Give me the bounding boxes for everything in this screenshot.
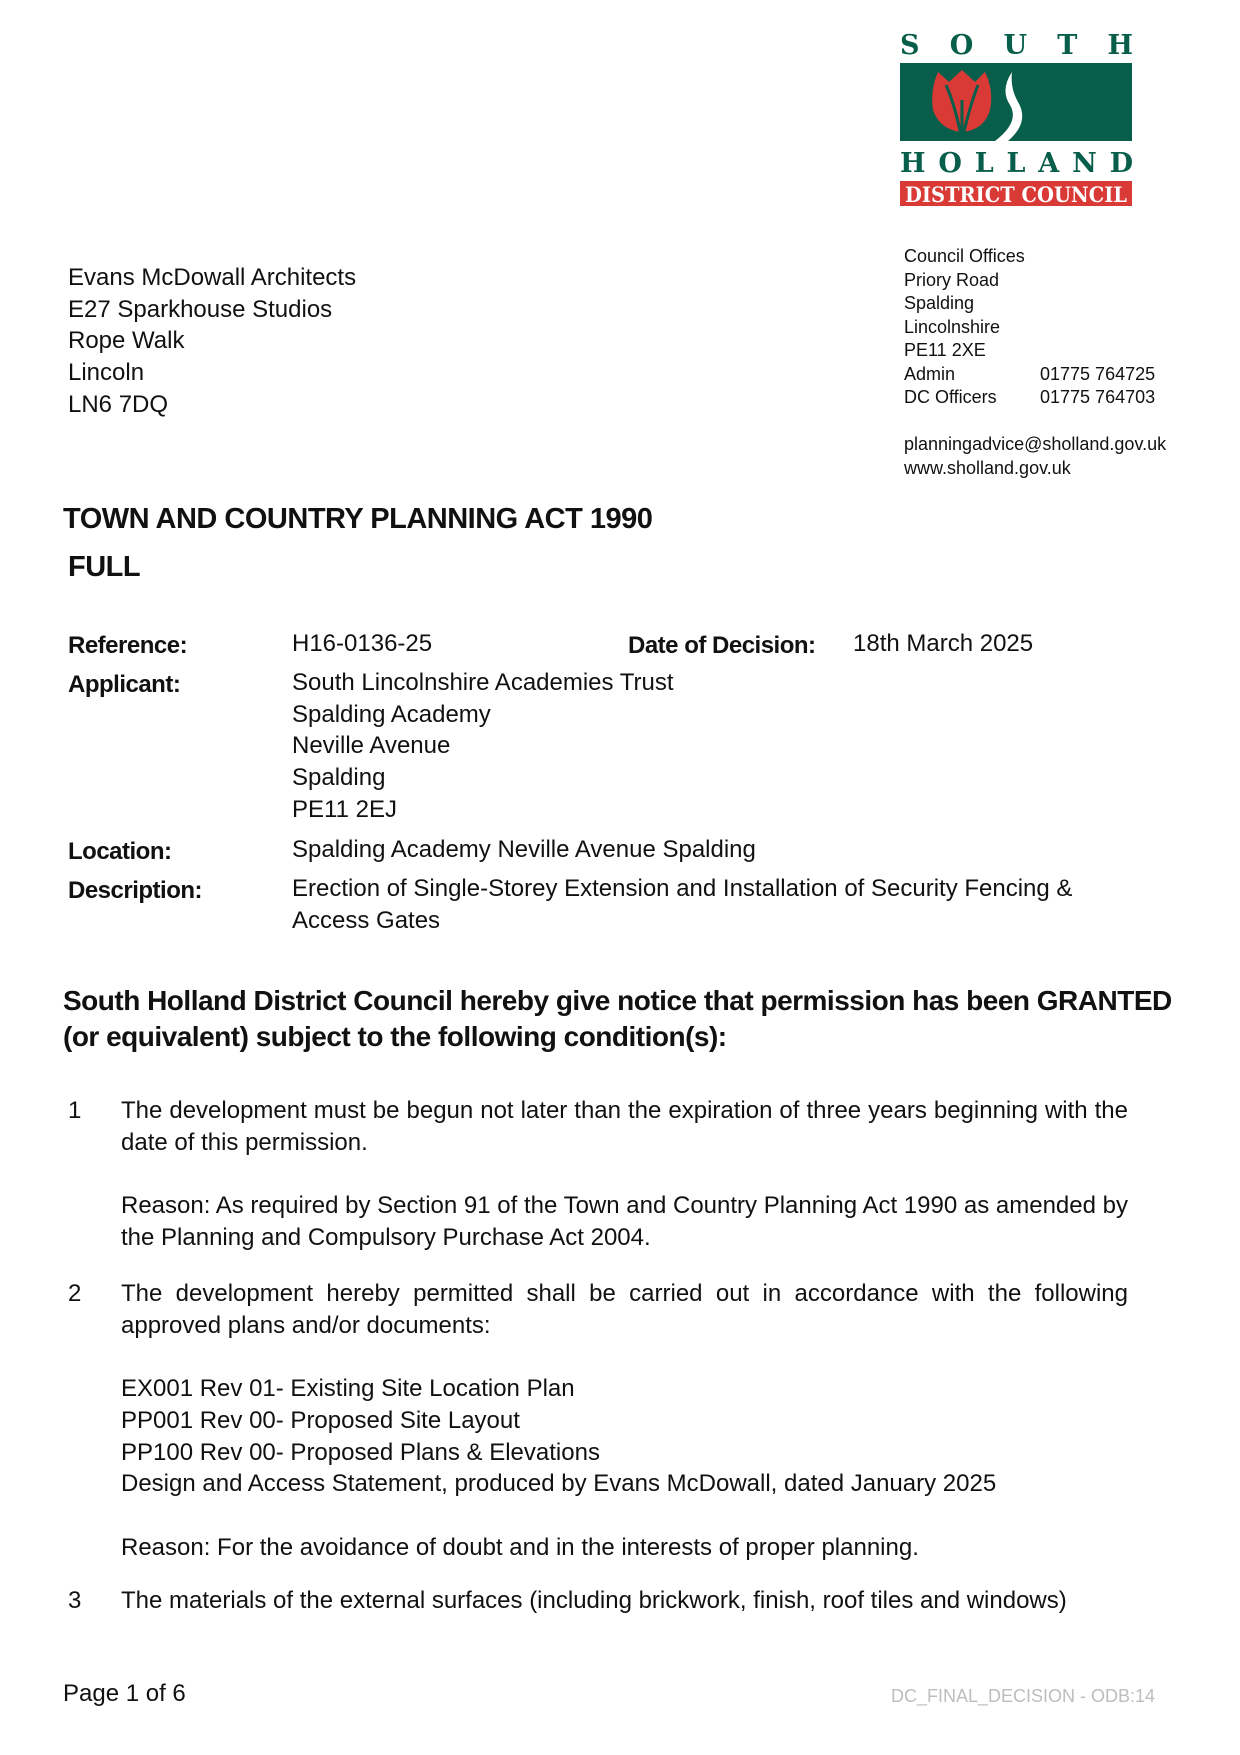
plan-item: EX001 Rev 01- Existing Site Location Plan	[121, 1375, 575, 1403]
approved-plans	[121, 1373, 1128, 1500]
recipient-address	[68, 262, 356, 421]
recipient-line: Lincoln	[68, 359, 145, 387]
email-link[interactable]: planningadvice@sholland.gov.uk	[904, 434, 1167, 454]
condition-3: 3 The materials of the external surfaces (including brickwork, finish, roof tiles and windows)	[68, 1585, 1128, 1648]
condition-reason: Reason: As required by Section 91 of the Town and Country Planning Act 1990 as amended by the Planning and Compulsory Purchase Act 2004.	[121, 1192, 1128, 1251]
plan-item: Design and Access Statement, produced by Evans McDowall, dated January 2025	[121, 1470, 997, 1498]
recipient-line: Rope Walk	[68, 327, 185, 355]
condition-2: 2 The development hereby permitted shall be carried out in accordance with the following approved plans and/or documents: EX001 Rev 01- Existing Site Location Plan PP001 Rev 00- Proposed Site Layout PP100 Rev 00- Proposed Plans & Elevations Design and Access Statement, produced by Evans McDowall, dated January 2025 Reason: For the avoidance of doubt and in the interests of proper planning.	[68, 1278, 1128, 1595]
location-label: Location:	[68, 838, 172, 865]
plan-item: PP001 Rev 00- Proposed Site Layout	[121, 1406, 520, 1434]
council-contact	[904, 245, 1166, 480]
office-line: Priory Road	[904, 269, 1000, 290]
condition-text: The materials of the external surfaces (including brickwork, finish, roof tiles and windows)	[121, 1587, 1067, 1614]
svg-text:DISTRICT COUNCIL: DISTRICT COUNCIL	[905, 182, 1128, 206]
office-line: Spalding	[904, 293, 975, 313]
plan-item: PP100 Rev 00- Proposed Plans & Elevations	[121, 1438, 600, 1466]
phone-admin: Admin 01775 764725	[904, 363, 1156, 384]
date-value: 18th March 2025	[853, 630, 1034, 657]
location-value: Spalding Academy Neville Avenue Spalding	[292, 836, 756, 863]
condition-text: The development must be begun not later than the expiration of three years beginning with the date of this permission.	[121, 1097, 1128, 1156]
date-label: Date of Decision:	[628, 632, 816, 659]
document-title: TOWN AND COUNTRY PLANNING ACT 1990	[63, 503, 653, 535]
svg-text:SOUTH: SOUTH	[900, 30, 1133, 61]
office-line: Council Offices	[904, 246, 1025, 266]
description-value: Erection of Single-Storey Extension and Installation of Security Fencing & Access Gates	[292, 875, 1073, 934]
reference-value: H16-0136-25	[292, 630, 433, 657]
office-line: PE11 2XE	[904, 340, 986, 360]
reference-label: Reference:	[68, 632, 188, 659]
grant-notice: South Holland District Council hereby give notice that permission has been GRANTED (or equivalent) subject to the following condition(s):	[63, 985, 1172, 1052]
recipient-line: LN6 7DQ	[68, 390, 169, 418]
council-logo	[900, 30, 1133, 206]
phone-dc-officers: DC Officers 01775 764703	[904, 387, 1156, 407]
website-link[interactable]: www.sholland.gov.uk	[904, 457, 1071, 478]
page-number: Page 1 of 6	[63, 1680, 186, 1707]
office-line: Lincolnshire	[904, 316, 1001, 337]
description-label: Description:	[68, 877, 203, 904]
document-code: DC_FINAL_DECISION - ODB:14	[891, 1686, 1156, 1706]
applicant-value: South Lincolnshire Academies Trust Spalding Academy Neville Avenue Spalding PE11 2EJ	[292, 669, 674, 823]
recipient-line: Evans McDowall Architects	[68, 264, 357, 291]
condition-reason: Reason: For the avoidance of doubt and in the interests of proper planning.	[121, 1533, 919, 1561]
condition-text: The development hereby permitted shall be carried out in accordance with the following approved plans and/or documents:	[121, 1280, 1128, 1339]
condition-1: 1 The development must be begun not later than the expiration of three years beginning with the date of this permission. Reason: As required by Section 91 of the Town and Country Planning Act 1990 as amended by the Planning and Compulsory Purchase Act 2004.	[68, 1095, 1128, 1285]
document-subtitle: FULL	[68, 551, 141, 583]
svg-text:HOLLAND: HOLLAND	[900, 148, 1133, 179]
applicant-label: Applicant:	[68, 671, 181, 698]
recipient-line: E27 Sparkhouse Studios	[68, 295, 333, 323]
